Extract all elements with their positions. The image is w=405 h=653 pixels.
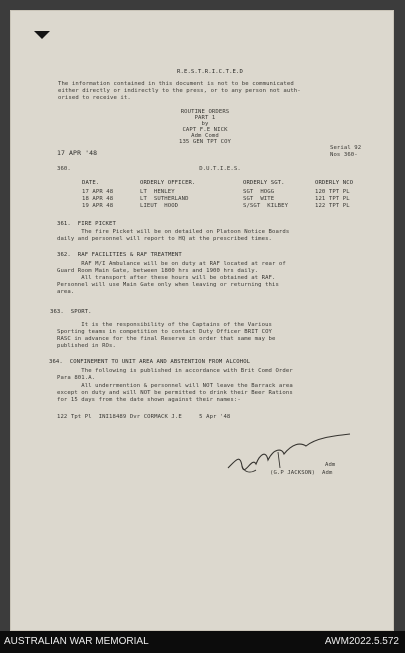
item-362-line-1: RAF M/I Ambulance will be on duty at RAF located at rear of	[57, 261, 286, 267]
item-362-line-3: All transport after these hours will be obtained at RAF.	[57, 275, 276, 281]
item-362-line-5: area.	[57, 289, 75, 295]
item-361-line-2: daily and personnel will report to HQ at the prescribed times.	[57, 236, 272, 242]
duties-row-1-date: 17 APR 48	[82, 189, 114, 195]
duties-row-3-date: 19 APR 48	[82, 203, 114, 209]
notice-line-3: orised to receive it.	[58, 95, 131, 101]
duties-row-3-officer: LIEUT HOOD	[140, 203, 179, 209]
item-363-title: 363. SPORT.	[50, 309, 92, 315]
heading-routine-orders: ROUTINE ORDERS	[180, 109, 230, 115]
item-364-line-3: All underrmention & personnel will NOT leave the Barrack area	[57, 383, 293, 389]
notice-line-2: either directly or indirectly to the press, or to any person not auth-	[58, 88, 301, 94]
footer-reference: AWM2022.5.572	[324, 636, 399, 647]
signature-rank: Adm	[325, 462, 336, 468]
item-364-line-5: for 15 days from the date shown against their names:-	[57, 397, 241, 403]
notice-line-1: The information contained in this document is not to be communicated	[58, 81, 294, 87]
duties-col-sgt: ORDERLY SGT.	[243, 180, 285, 186]
heading-unit: 135 GEN TPT COY	[178, 139, 232, 145]
item-363-line-3: RASC in advance for the final Reserve in order that same may be	[57, 336, 276, 342]
archive-footer	[0, 631, 405, 653]
item-362-line-2: Guard Room Main Gate, between 1800 hrs and 1900 hrs daily.	[57, 268, 259, 274]
footer-institution: AUSTRALIAN WAR MEMORIAL	[4, 636, 149, 647]
item-364-entry: 122 Tpt Pl INI18489 Dvr CORMACK J.E 5 Apr '48	[57, 414, 231, 420]
duties-row-1-sgt: SGT HOGG	[243, 189, 275, 195]
classification-header: R.E.S.T.R.I.C.T.E.D	[177, 69, 243, 75]
duties-row-3-sgt: S/SGT KILBEY	[243, 203, 289, 209]
duties-row-3-nco: 122 TPT PL	[315, 203, 350, 209]
duties-row-1-officer: LT HENLEY	[140, 189, 175, 195]
item-361-line-1: The fire Picket will be on detailed on Platoon Notice Boards	[57, 229, 290, 235]
item-363-line-1: It is the responsibility of the Captains of the Various	[57, 322, 272, 328]
duties-row-2-date: 18 APR 48	[82, 196, 114, 202]
item-360-title: D.U.T.I.E.S.	[199, 166, 241, 172]
duties-col-nco: ORDERLY NCO	[315, 180, 354, 186]
item-364-line-4: except on duty and will NOT be permitted to drink their Beer Rations	[57, 390, 293, 396]
item-360-number: 360.	[57, 166, 71, 172]
heading-officer: CAPT F.E NICK	[182, 127, 228, 133]
order-date: 17 APR '48	[57, 149, 98, 157]
document-sheet	[10, 10, 394, 631]
item-362-line-4: Personnel will use Main Gate only when leaving or returning this	[57, 282, 279, 288]
item-363-line-2: Sporting teams in competition to contact Duty Officer BRIT COY	[57, 329, 272, 335]
duties-row-2-sgt: SGT WITE	[243, 196, 275, 202]
duties-row-1-nco: 120 TPT PL	[315, 189, 350, 195]
heading-part: PART 1	[194, 115, 216, 121]
signature-name: (G.P JACKSON) Adm	[270, 470, 333, 476]
order-numbers: Nos 360-	[330, 152, 358, 158]
punch-hole-marker	[34, 31, 50, 39]
duties-row-2-nco: 121 TPT PL	[315, 196, 350, 202]
serial-number: Serial 92	[330, 145, 362, 151]
duties-row-2-officer: LT SUTHERLAND	[140, 196, 189, 202]
item-363-line-4: published in ROs.	[57, 343, 116, 349]
item-362-title: 362. RAF FACILITIES & RAF TREATMENT	[57, 252, 182, 258]
item-364-line-2: Para 801.A.	[57, 375, 96, 381]
item-364-title: 364. CONFINEMENT TO UNIT AREA AND ABSTENTION FROM ALCOHOL	[49, 359, 251, 365]
heading-by: by	[201, 121, 209, 127]
item-364-line-1: The following is published in accordance with Brit Comd Order	[57, 368, 293, 374]
duties-col-officer: ORDERLY OFFICER.	[140, 180, 196, 186]
heading-role: Adm Comd	[191, 133, 219, 139]
duties-col-date: DATE.	[82, 180, 100, 186]
item-361-title: 361. FIRE PICKET	[57, 221, 116, 227]
